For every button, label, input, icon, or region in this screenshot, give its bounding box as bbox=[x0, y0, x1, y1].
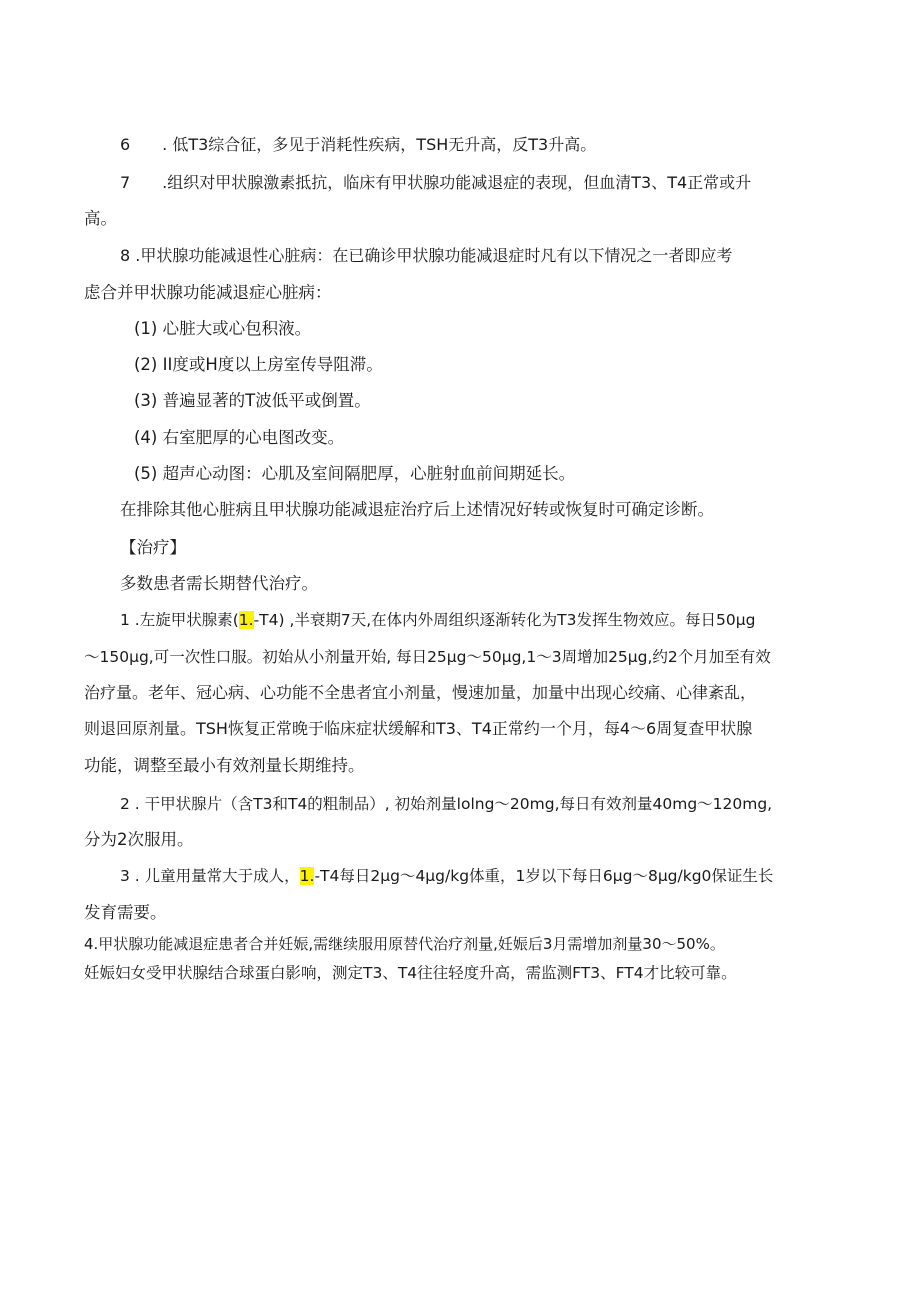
text-line: 则退回原剂量。TSH恢复正常晚于临床症状缓解和T3、T4正常约一个月，每4〜6周复查甲状腺 bbox=[84, 719, 753, 738]
list-item: (4) 右室肥厚的心电图改变。 bbox=[134, 428, 345, 447]
text-line: 在排除其他心脏病且甲状腺功能减退症治疗后上述情况好转或恢复时可确定诊断。 bbox=[120, 500, 714, 519]
highlight-mark: 1. bbox=[299, 867, 315, 885]
text-line: 多数患者需长期替代治疗。 bbox=[120, 574, 318, 593]
text-line: 虑合并甲状腺功能减退症心脏病： bbox=[84, 283, 332, 302]
text-line: 妊娠妇女受甲状腺结合球蛋白影响，测定T3、T4往往轻度升高，需监测FT3、FT4才比较可靠。 bbox=[84, 964, 737, 982]
text-line: 发育需要。 bbox=[84, 903, 167, 922]
text-line: 高。 bbox=[84, 209, 117, 228]
text-segment: -T4每日2μg〜4μg∕kg体重，1岁以下每日6μg〜8μg∕kg0保证生长 bbox=[314, 867, 774, 885]
text-line: 7 .组织对甲状腺激素抵抗，临床有甲状腺功能减退症的表现，但血清T3、T4正常或升 bbox=[120, 173, 752, 192]
text-segment: 1 .左旋甲状腺素( bbox=[120, 611, 239, 629]
text-segment: -T4) ,半衰期7天,在体内外周组织逐渐转化为T3发挥生物效应。每日50μg bbox=[253, 611, 756, 629]
text-line: 分为2次服用。 bbox=[84, 830, 194, 849]
text-line: 治疗量。老年、冠心病、心功能不全患者宜小剂量，慢速加量，加量中出现心绞痛、心律紊乱， bbox=[84, 683, 757, 702]
text-line: 6 . 低T3综合征，多见于消耗性疾病，TSH无升高，反T3升高。 bbox=[120, 135, 597, 154]
text-line: 4.甲状腺功能减退症患者合并妊娠,需继续服用原替代治疗剂量,妊娠后3月需增加剂量30〜50%。 bbox=[84, 935, 725, 953]
text-line: 功能，调整至最小有效剂量长期维持。 bbox=[84, 756, 365, 775]
list-item: (3) 普遍显著的T波低平或倒置。 bbox=[134, 391, 371, 410]
list-item: (1) 心脏大或心包积液。 bbox=[134, 319, 312, 338]
text-segment: 3 . 儿童用量常大于成人， bbox=[120, 867, 300, 885]
text-line: 〜150μg,可一次性口服。初始从小剂量开始, 每日25μg〜50μg,1〜3周增加25μg,约2个月加至有效 bbox=[84, 648, 771, 666]
text-line: 8 .甲状腺功能减退性心脏病：在已确诊甲状腺功能减退症时凡有以下情况之一者即应考 bbox=[120, 246, 733, 265]
section-heading: 【治疗】 bbox=[120, 538, 186, 557]
list-item: (2) II度或H度以上房室传导阻滞。 bbox=[134, 355, 383, 374]
text-line bbox=[120, 865, 773, 887]
highlight-mark: 1. bbox=[238, 611, 254, 629]
text-line bbox=[120, 609, 755, 631]
text-line: 2 . 干甲状腺片（含T3和T4的粗制品）, 初始剂量lolng〜20mg,每日有效剂量40mg〜120mg, bbox=[120, 795, 773, 813]
list-item: (5) 超声心动图：心肌及室间隔肥厚，心脏射血前间期延长。 bbox=[134, 464, 576, 483]
